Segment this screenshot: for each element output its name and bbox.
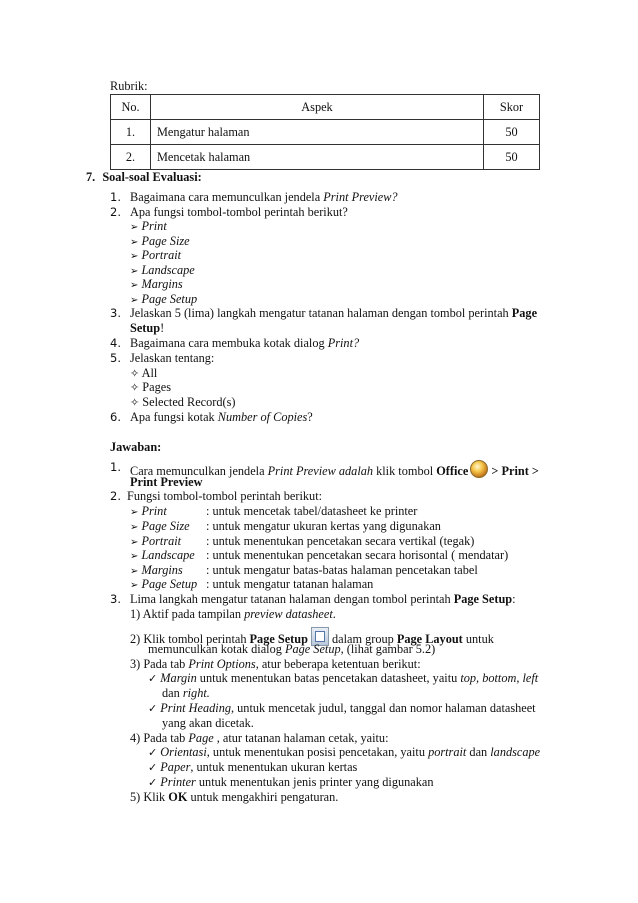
section-heading [86, 170, 202, 185]
check-icon: ✓ [148, 776, 158, 789]
arrow-bullet-icon: ➢ [130, 507, 139, 518]
list-item: ➢ Page Size [130, 234, 190, 248]
q1-text: Bagaimana cara memunculkan jendela [130, 190, 324, 204]
list-item: ✧ Selected Record(s) [130, 395, 236, 409]
check-item-cont: dan right. [162, 686, 210, 700]
arrow-bullet-icon: ➢ [130, 237, 139, 248]
step-5: 5) Klik OK untuk mengakhiri pengaturan. [130, 790, 339, 804]
question-1 [110, 190, 398, 205]
cell-skor: 50 [484, 120, 540, 145]
list-item: ➢ Landscape : untuk menentukan pencetakan secara horisontal ( mendatar) [130, 548, 509, 562]
arrow-bullet-icon: ➢ [130, 537, 139, 548]
section-title: Soal-soal Evaluasi: [102, 170, 202, 184]
list-item: ➢ Page Size : untuk mengatur ukuran kertas yang digunakan [130, 519, 441, 533]
list-item: ➢ Margins [130, 277, 183, 291]
question-2 [110, 205, 348, 220]
question-3-cont: Setup! [130, 321, 165, 335]
header-skor: Skor [484, 95, 540, 120]
header-aspek: Aspek [151, 95, 484, 120]
list-item: ✧ Pages [130, 380, 171, 394]
list-item: ➢ Print [130, 219, 167, 233]
list-number: 4. [110, 336, 121, 350]
header-no: No. [111, 95, 151, 120]
arrow-bullet-icon: ➢ [130, 266, 139, 277]
cell-no: 1. [111, 120, 151, 145]
arrow-bullet-icon: ➢ [130, 551, 139, 562]
answer-1: 1. Cara memunculkan jendela Print Preview adalah klik tombol Office > Print > [110, 460, 539, 478]
step-4: 4) Pada tab Page , atur tatanan halaman cetak, yaitu: [130, 731, 389, 745]
check-icon: ✓ [148, 702, 158, 715]
list-item: ✧ All [130, 366, 158, 380]
list-item: ➢ Print : untuk mencetak tabel/datasheet ke printer [130, 504, 418, 518]
list-item: ➢ Landscape [130, 263, 195, 277]
check-item: ✓ Print Heading, untuk mencetak judul, tanggal dan nomor halaman datasheet [148, 701, 536, 715]
answer-3: 3. Lima langkah mengatur tatanan halaman dengan tombol perintah Page Setup: [110, 592, 516, 606]
arrow-bullet-icon: ➢ [130, 222, 139, 233]
check-icon: ✓ [148, 761, 158, 774]
arrow-bullet-icon: ➢ [130, 580, 139, 591]
check-item: ✓ Printer untuk menentukan jenis printer yang digunakan [148, 775, 434, 789]
list-number: 3. [110, 592, 121, 606]
arrow-bullet-icon: ➢ [130, 566, 139, 577]
answers-heading: Jawaban: [110, 440, 162, 454]
question-6: 6. Apa fungsi kotak Number of Copies? [110, 410, 313, 424]
step-2-cont: memunculkan kotak dialog Page Setup, (lihat gambar 5.2) [148, 642, 436, 656]
step-2: 2) Klik tombol perintah Page Setup dalam group Page Layout untuk [130, 627, 494, 647]
list-item: ➢ Portrait [130, 248, 182, 262]
check-item: ✓ Paper, untuk menentukan ukuran kertas [148, 760, 358, 774]
check-icon: ✓ [148, 746, 158, 759]
star-bullet-icon: ✧ [130, 381, 140, 394]
list-number: 1. [110, 460, 121, 474]
list-item: ➢ Page Setup : untuk mengatur tatanan halaman [130, 577, 374, 591]
question-4: 4. Bagaimana cara membuka kotak dialog Print? [110, 336, 360, 350]
answer-2: 2. Fungsi tombol-tombol perintah berikut: [110, 489, 323, 503]
list-number: 6. [110, 410, 121, 424]
cell-aspek: Mengatur halaman [151, 120, 484, 145]
cell-aspek: Mencetak halaman [151, 145, 484, 170]
list-number: 5. [110, 351, 121, 365]
star-bullet-icon: ✧ [130, 396, 140, 409]
list-item: ➢ Page Setup [130, 292, 198, 306]
office-button-icon [470, 460, 488, 478]
step-3: 3) Pada tab Print Options, atur beberapa ketentuan berikut: [130, 657, 421, 671]
section-number: 7. [86, 170, 96, 184]
arrow-bullet-icon: ➢ [130, 280, 139, 291]
rubric-label: Rubrik: [110, 79, 148, 93]
check-item-cont: yang akan dicetak. [162, 716, 254, 730]
star-bullet-icon: ✧ [130, 367, 140, 380]
check-item: ✓ Margin untuk menentukan batas pencetakan datasheet, yaitu top, bottom, left [148, 671, 539, 685]
arrow-bullet-icon: ➢ [130, 522, 139, 533]
rubric-table [110, 94, 540, 170]
step-1: 1) Aktif pada tampilan preview datasheet. [130, 607, 336, 621]
answer-1-cont: Print Preview [130, 475, 203, 489]
table-row [111, 120, 540, 145]
cell-skor: 50 [484, 145, 540, 170]
cell-no: 2. [111, 145, 151, 170]
arrow-bullet-icon: ➢ [130, 295, 139, 306]
list-number: 2. [110, 205, 121, 219]
check-icon: ✓ [148, 672, 158, 685]
list-item: ➢ Portrait : untuk menentukan pencetakan secara vertikal (tegak) [130, 534, 475, 548]
q2-text: Apa fungsi tombol-tombol perintah berikut? [130, 205, 348, 219]
list-number: 3. [110, 306, 121, 320]
question-5: 5. Jelaskan tentang: [110, 351, 215, 365]
check-item: ✓ Orientasi, untuk menentukan posisi pencetakan, yaitu portrait dan landscape [148, 745, 541, 759]
table-header-row [111, 95, 540, 120]
list-item: ➢ Margins : untuk mengatur batas-batas halaman pencetakan tabel [130, 563, 478, 577]
question-3: 3. Jelaskan 5 (lima) langkah mengatur tatanan halaman dengan tombol perintah Page [110, 306, 538, 320]
list-number: 1. [110, 190, 121, 204]
arrow-bullet-icon: ➢ [130, 251, 139, 262]
list-number: 2. [110, 489, 121, 503]
q1-em: Print Preview? [323, 190, 398, 204]
table-row [111, 145, 540, 170]
